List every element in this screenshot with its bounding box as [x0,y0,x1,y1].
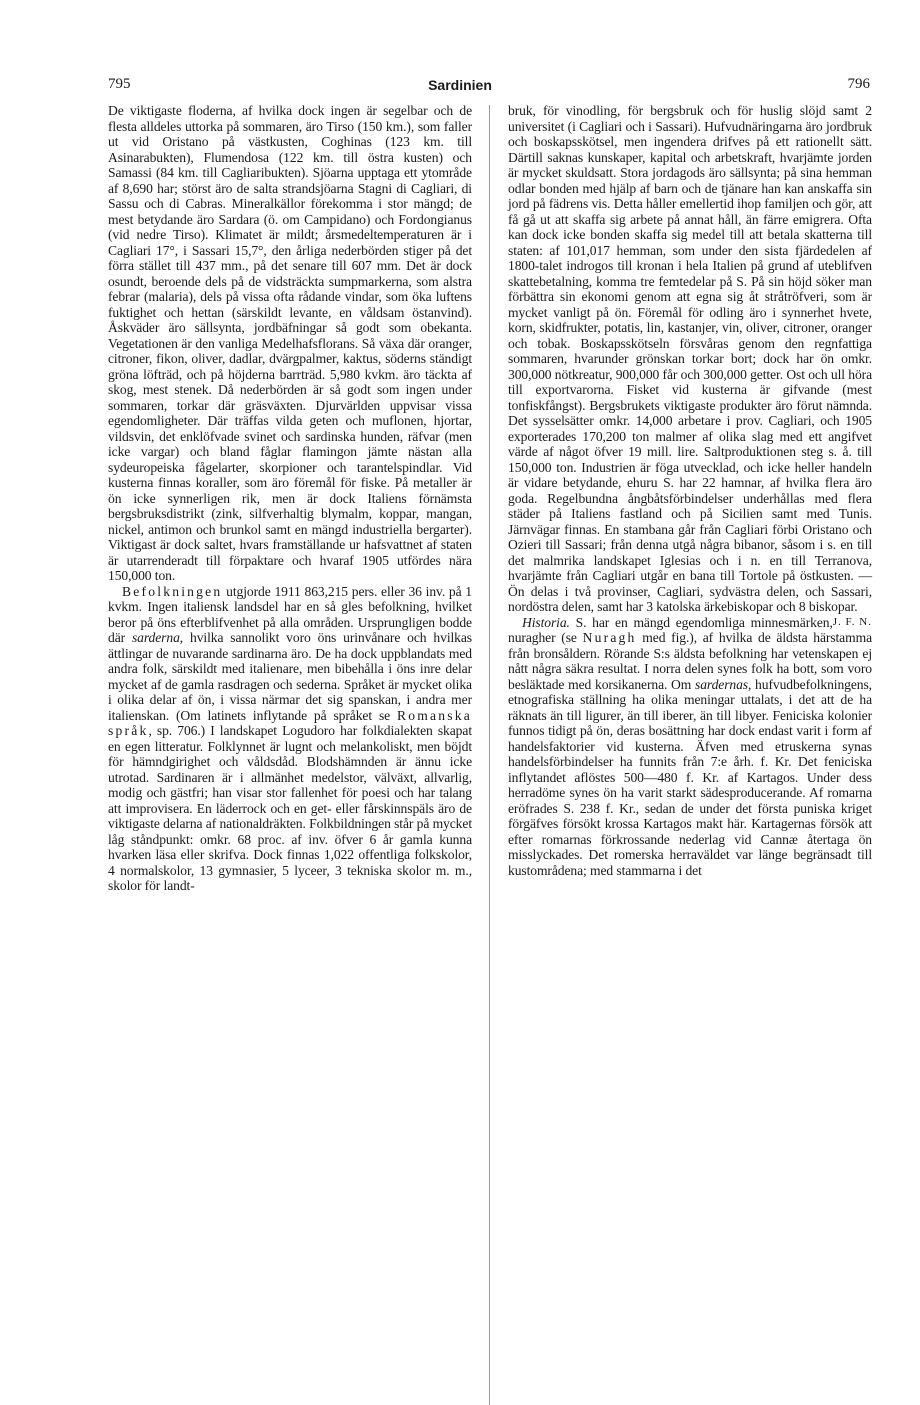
paragraph-rivers-climate: De viktigaste floderna, af hvilka dock ingen är segelbar och de flesta alldeles uttorka på sommaren, äro Tirso (150 km.), som faller ut vid Oristano på västkusten, Coghinas (123 km. till Asinarabukten), Flumendosa (122 km. till östra kusten) och Samassi (84 km. till Cagliaribukten). Sjöarna upptaga ett ytområde af 8,690 har; störst äro de salta strandsjöarna Stagni di Cagliari, di Sassu och di Cabras. Mineralkällor förekomma i stor mängd; de mest betydande äro Sardara (ö. om Campidano) och Fordongianus (vid nedre Tirso). Klimatet är mildt; årsmedeltemperaturen är i Cagliari 17°, i Sassari 15,7°, den årliga nederbörden stiger på det förra stället till 437 mm., på det senare till 607 mm. Det är dock osundt, beroende dels på de vidsträckta sumpmarkerna, som alstra febrar (malaria), dels på vissa ofta rådande vindar, som öka luftens fuktighet och hettan (särskildt levante, en våldsam östanvind). Åskväder äro sällsynta, jordbäfningar så godt som obekanta. Vegetationen är den vanliga Medelhafsflorans. Så växa där oranger, citroner, fikon, oliver, dadlar, dvärgpalmer, kaktus, söderns ständigt gröna löfträd, och på höjderna barrträd. 5,980 kvkm. äro täckta af skog, mest stenek. Då nederbörden är så godt som ingen under sommaren, torkar där gräsväxten. Djurvärlden uppvisar vissa egendomligheter. Där träffas vilda geten och muflonen, hjortar, vildsvin, det enklöfvade svinet och sardinska hunden, räfvar (men icke vargar) och bland fåglar flamingon jämte nästan alla sydeuropeiska fågelarter, skorpioner och tarantelspindlar. Vid kusterna finnas koraller, som äro föremål för fiske. På metaller är ön icke synnerligen rik, men är dock Italiens förnämsta bergsbruksdistrikt (zink, silfverhaltig blymalm, koppar, mangan, nickel, antimon och brunkol samt en mängd industriella bergarter). Viktigast är dock saltet, hvars framställande ur hafsvattnet af staten är utarrenderadt till förpaktare och hvaraf 1905 utfördes nära 150,000 ton. [108,103,472,583]
left-column [108,103,472,894]
cross-reference: Romanska språk [108,707,472,738]
column-divider [489,105,490,1405]
text-segment: , hufvudbefolkningens, etnografiska ställning ha olika meningar uttalats, i det att de ha räknats än till ligurer, än till iberer, än till libyer. Feniciska kolonier funnos tidigt på ön, deras bosättning har dock endast varit i form af handelsfaktorier vid kusterna. Äfven med etruskerna synas handelsförbindelser ha funnits från 7:e årh. f. Kr. Det feniciska inflytandet aflöstes 500—480 f. Kr. af Kartagos. Under dess herradöme synes ön ha varit starkt sädesproducerande. Af romarna eröfrades S. 238 f. Kr., sedan de under det första puniska kriget förgäfves försökt krossa Kartagos makt här. Kartagernas försök att efter romarnas förkrossande nederlag vid Cannæ återtaga ön misslyckades. Det romerska herraväldet var länge begränsadt till kustområdena; med stammarna i det [508,676,872,878]
author-signature: J. F. N. [832,615,872,628]
page-number-right: 796 [847,76,870,92]
paragraph-history [508,615,872,879]
paragraph-population [108,584,472,894]
text-segment: bruk, för vinodling, för bergsbruk och för huslig slöjd samt 2 universitet (i Cagliari och i Sassari). Hufvudnäringarna äro jordbruk och boskapsskötsel, men ingendera drifves på ett rationellt sätt. Därtill saknas kunskaper, kapital och arbetskraft, hvarjämte jorden är mycket skuldsatt. Stora jordagods äro sällsynta; på sina hemman odlar bonden med hjälp af barn och de tjänare han kan anskaffa sin jord på fädrens vis. Detta håller emellertid ihop familjen och gör, att få gå ut att skaffa sig arbete på annat håll, än färre emigrera. Ofta kan dock icke bonden skaffa sig medel till att betala skatterna till staten: af 101,017 hemman, som under den sista fjärdedelen af 1800-talet indrogos till kronan i hela Italien på grund af uteblifven skattebetalning, komma tre femtedelar på S. På sin höjd söker man förbättra sin ekonomi genom att egna sig åt stråtröfveri, som är mycket vanligt på ön. Föremål för odling äro i synnerhet hvete, korn, skidfrukter, potatis, lin, kastanjer, vin, oliver, citroner, oranger och tobak. Boskapsskötseln försvåras genom den regnfattiga sommaren, hvarunder grönskan torkar bort; dock har ön omkr. 300,000 nötkreatur, 900,000 får och 300,000 getter. Ost och ull höra till exportvarorna. Fisket vid kusterna är gifvande (mest tonfiskfångst). Bergsbrukets viktigaste produkter äro förut nämnda. Det sysselsätter omkr. 14,000 arbetare i prov. Cagliari, och 1905 exporterades 170,200 ton malmer af olika slag med ett angifvet värde af något öfver 19 mill. lire. Saltproduktionen steg s. å. till 150,000 ton. Industrien är föga utvecklad, och icke heller handeln är vidare betydande, ehuru S. har 22 hamnar, af hvilka flera äro goda. Regelbundna ångbåtsförbindelser underhållas med flera städer på Italiens fastland och på Sicilien samt med Tunis. Järnvägar finnas. En stambana går från Cagliari förbi Oristano och Ozieri till Sassari; från denna utgå några bibanor, såsom i s. en till det malmrika landskapet Iglesias och i n. en till Terranova, hvarjämte från Cagliari utgår en bana till Tortole på östkusten. — Ön delas i två provinser, Cagliari, sydvästra delen, och Sassari, nordöstra delen, samt har 3 katolska ärkebiskopar och 8 biskopar. [508,103,872,614]
right-column [508,103,872,878]
text-segment: S. har en mängd egendomliga minnesmärken, nuragher (se [508,614,833,645]
italic-term: sardernas [695,676,748,692]
text-segment: , sp. 706.) I landskapet Logudoro har folkdialekten skapat en egen litteratur. Folklynnet är lugnt och melankoliskt, men böjdt för hämndgirighet och våldsdåd. Blodshämnden är ännu icke utrotad. Sardinaren är i allmänhet medelstor, välväxt, allvarlig, modig och gästfri; han visar stor fallenhet för poesi och har talang att improvisera. En läderrock och en get- eller fårskinnspäls äro de viktigaste delarna af nationaldräkten. Folkbildningen står på mycket låg ståndpunkt: omkr. 68 proc. af inv. öfver 6 år gamla kunna hvarken läsa eller skrifva. Dock finnas 1,022 offentliga folkskolor, 4 normalskolor, 13 gymnasier, 5 lyceer, 3 tekniska skolor m. m., skolor för landt- [108,723,472,893]
page-number-left: 795 [108,76,131,92]
text-segment: , hvilka sannolikt voro öns urinvånare och hvilkas ättlingar de nuvarande sardinarna äro. De ha dock uppblandats med andra folk, särskildt med italienare, men bibehålla i öns inre delar mycket af de gamla rasdragen och sederna. Språket är mycket olika i olika delar af ön, i vissa närmar det sig spanskan, i andra mer italienskan. (Om latinets inflytande på språket se [108,630,472,723]
text-segment: med fig.), af hvilka de äldsta härstamma från bronsåldern. Rörande S:s äldsta befolkning har vetenskapen ej nått några säkra resultat. I norra delen synes folk ha bott, som voro besläktade med korsikanerna. Om [508,630,872,692]
section-lead-historia: Historia. [522,614,570,630]
cross-reference: Nuragh [582,630,637,645]
text-segment: utgjorde 1911 863,215 pers. eller 36 inv. på 1 kvkm. Ingen italiensk landsdel har en så gles befolkning, hvilket beror på öns efterblifvenhet på alla områden. Ursprungligen bodde där [108,583,472,645]
section-lead-befolkningen: Befolkningen [122,583,223,599]
page-title: Sardinien [428,77,492,93]
italic-term: sarderna [131,630,180,645]
